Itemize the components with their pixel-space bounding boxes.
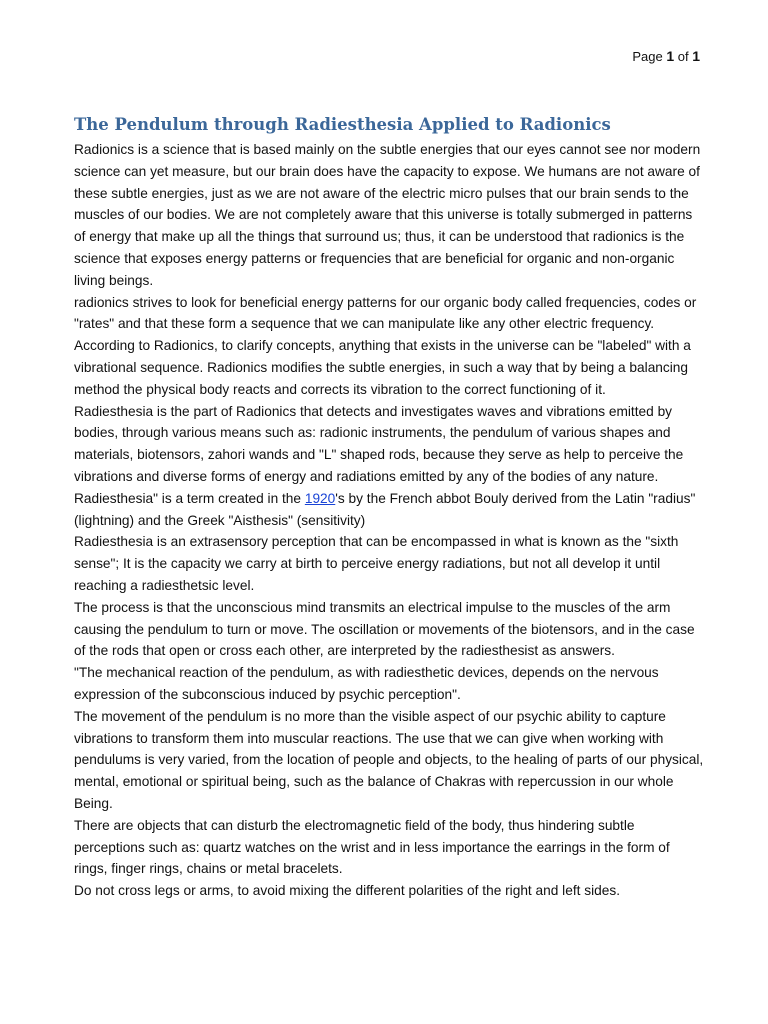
paragraph-text: 's by the French abbot Bouly derived from the Latin "radius" (lightning) and the Greek "Aisthesis" (sensitivity) xyxy=(74,490,696,528)
paragraph: radionics strives to look for beneficial energy patterns for our organic body called frequencies, codes or "rates" and that these form a sequence that we can manipulate like any other electric frequency. xyxy=(74,294,697,332)
paragraph: "The mechanical reaction of the pendulum, as with radiesthetic devices, depends on the nervous expression of the subconscious induced by psychic perception". xyxy=(74,665,659,702)
paragraph: Radionics is a science that is based mainly on the subtle energies that our eyes cannot see nor modern science can yet measure, but our brain does have the capacity to expose. We humans are not aware of these subtle energies, just as we are not aware of the electric micro pulses that our brain sends to the muscles of our bodies. We are not completely aware that this universe is totally submerged in patterns of energy that make up all the things that surround us; thus, it can be understood that radionics is the science that exposes energy patterns or frequencies that are beneficial for organic and non-organic living beings. xyxy=(74,142,701,288)
paragraph: Do not cross legs or arms, to avoid mixing the different polarities of the right and left sides. xyxy=(74,883,620,899)
page-prefix: Page xyxy=(632,49,667,64)
page-number xyxy=(632,48,700,65)
paragraph-with-link xyxy=(74,488,704,532)
page-of: of xyxy=(674,49,693,64)
document-title: The Pendulum through Radiesthesia Applied to Radionics xyxy=(74,115,611,134)
paragraph: Radiesthesia is the part of Radionics that detects and investigates waves and vibrations emitted by bodies, through various means such as: radionic instruments, the pendulum of various shapes and materials, biotensors, zahori wands and "L" shaped rods, because they serve as help to perceive the vibrations and diverse forms of energy and radiations emitted by any of the bodies of any nature. xyxy=(74,403,684,484)
document-body xyxy=(74,114,704,902)
paragraph: According to Radionics, to clarify concepts, anything that exists in the universe can be "labeled" with a vibrational sequence. Radionics modifies the subtle energies, in such a way that by being a balancing method the physical body reacts and corrects its vibration to the correct functioning of it. xyxy=(74,338,691,397)
page-current: 1 xyxy=(666,48,675,64)
paragraph: The process is that the unconscious mind transmits an electrical impulse to the muscles of the arm causing the pendulum to turn or move. The oscillation or movements of the biotensors, and in the case of the rods that open or cross each other, are interpreted by the radiesthesist as answers. xyxy=(74,599,695,659)
paragraph: The movement of the pendulum is no more than the visible aspect of our psychic ability to capture vibrations to transform them into muscular reactions. The use that we can give when working with pendulums is very varied, from the location of people and objects, to the healing of parts of our physical, mental, emotional or spiritual being, such as the balance of Chakras with repercussion in our whole Being. xyxy=(74,708,704,811)
year-link[interactable]: 1920 xyxy=(304,490,336,506)
paragraph-text: Radiesthesia" is a term created in the xyxy=(74,490,305,506)
page-total: 1 xyxy=(692,48,700,64)
paragraph: Radiesthesia is an extrasensory perception that can be encompassed in what is known as the "sixth sense"; It is the capacity we carry at birth to perceive energy radiations, but not all develop it until reaching a radiesthetsic level. xyxy=(74,534,679,593)
paragraph: There are objects that can disturb the electromagnetic field of the body, thus hindering subtle perceptions such as: quartz watches on the wrist and in less importance the earrings in the form of rings, finger rings, chains or metal bracelets. xyxy=(74,817,670,877)
